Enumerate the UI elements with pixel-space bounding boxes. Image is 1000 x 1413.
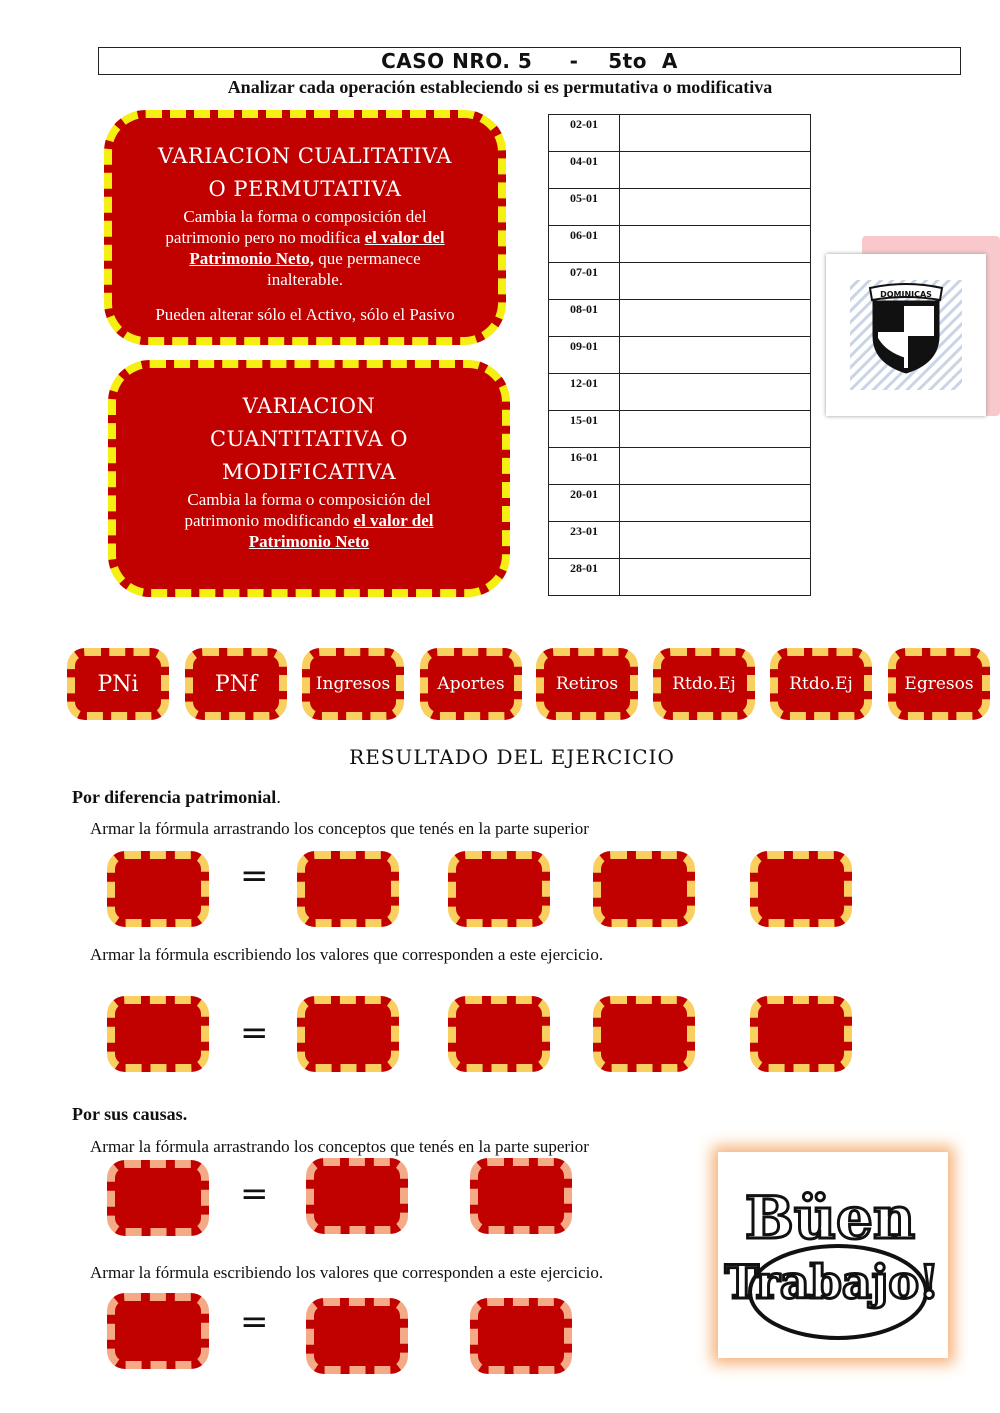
dates-table-row — [549, 485, 811, 522]
card-permutativa-text-a: Cambia la forma o composición del patrimonio pero no modifica — [165, 207, 427, 247]
date-cell: 02-01 — [549, 115, 620, 152]
concept-chip[interactable]: Egresos — [888, 648, 990, 720]
diff-patrimonial-label — [72, 787, 281, 808]
answer-cell[interactable] — [620, 485, 811, 522]
dates-table-row — [549, 226, 811, 263]
answer-cell[interactable] — [620, 115, 811, 152]
concept-chip[interactable]: PNi — [67, 648, 169, 720]
dates-table-row — [549, 263, 811, 300]
concept-chip[interactable]: Rtdo.Ej — [653, 648, 755, 720]
formula-slot[interactable] — [306, 1158, 408, 1234]
shield-icon — [826, 254, 986, 416]
diff-patrimonial-label-text: Por diferencia patrimonial — [72, 787, 277, 807]
card-modificativa-text-b: el valor del Patrimonio Neto — [248, 511, 434, 551]
answer-cell[interactable] — [620, 300, 811, 337]
date-cell: 15-01 — [549, 411, 620, 448]
good-job-badge — [718, 1152, 948, 1358]
equals-sign: = — [240, 1174, 269, 1214]
date-cell: 28-01 — [549, 559, 620, 596]
answer-cell[interactable] — [620, 337, 811, 374]
title-box — [98, 47, 961, 75]
dates-table-row — [549, 448, 811, 485]
date-cell: 09-01 — [549, 337, 620, 374]
formula-slot[interactable] — [470, 1158, 572, 1234]
card-modificativa-text-a: Cambia la forma o composición del patrimonio modificando — [184, 490, 431, 530]
formula-slot[interactable] — [107, 1293, 209, 1369]
concept-chip[interactable]: Retiros — [536, 648, 638, 720]
date-cell: 16-01 — [549, 448, 620, 485]
answer-cell[interactable] — [620, 522, 811, 559]
dates-table-row — [549, 300, 811, 337]
answer-cell[interactable] — [620, 226, 811, 263]
instr-drag-1: Armar la fórmula arrastrando los conceptos que tenés en la parte superior — [90, 819, 589, 838]
date-cell: 05-01 — [549, 189, 620, 226]
card-permutativa-note: Pueden alterar sólo el Activo, sólo el Pasivo — [155, 305, 455, 324]
formula-slot[interactable] — [107, 996, 209, 1072]
good-job-line-1: Büen — [744, 1184, 916, 1252]
card-permutativa-heading-1: VARIACION CUALITATIVA — [158, 144, 452, 168]
formula-slot[interactable] — [448, 851, 550, 927]
dates-table-row — [549, 559, 811, 596]
concept-chip[interactable]: Aportes — [420, 648, 522, 720]
equals-sign: = — [240, 1302, 269, 1342]
page-title: CASO NRO. 5 - 5to A — [381, 49, 678, 73]
school-logo — [826, 254, 986, 416]
equals-sign: = — [240, 1013, 269, 1053]
card-modificativa-heading-2: CUANTITATIVA O — [210, 427, 408, 451]
formula-slot[interactable] — [297, 996, 399, 1072]
dates-table-row — [549, 189, 811, 226]
concept-chip[interactable]: Rtdo.Ej — [770, 648, 872, 720]
card-permutativa-text-c: que permanece inalterable. — [267, 249, 421, 289]
date-cell: 04-01 — [549, 152, 620, 189]
answer-cell[interactable] — [620, 411, 811, 448]
formula-slot[interactable] — [448, 996, 550, 1072]
dates-table-row — [549, 152, 811, 189]
instr-drag-2: Armar la fórmula arrastrando los conceptos que tenés en la parte superior — [90, 1137, 589, 1156]
formula-slot[interactable] — [107, 851, 209, 927]
answer-cell[interactable] — [620, 263, 811, 300]
formula-slot[interactable] — [470, 1298, 572, 1374]
dates-table-row — [549, 522, 811, 559]
equals-sign: = — [240, 856, 269, 896]
causes-label: Por sus causas. — [72, 1104, 188, 1124]
date-cell: 06-01 — [549, 226, 620, 263]
good-job-line-2: Trabajo! — [724, 1255, 940, 1309]
answer-cell[interactable] — [620, 152, 811, 189]
diff-patrimonial-label-end: . — [276, 787, 281, 807]
card-modificativa — [108, 360, 510, 597]
answer-cell[interactable] — [620, 559, 811, 596]
dates-table — [548, 114, 811, 596]
card-permutativa-text-b: el valor del Patrimonio Neto, — [189, 228, 445, 268]
card-modificativa-heading-1: VARIACION — [242, 394, 376, 418]
answer-cell[interactable] — [620, 374, 811, 411]
formula-slot[interactable] — [750, 851, 852, 927]
instr-values-1: Armar la fórmula escribiendo los valores que corresponden a este ejercicio. — [90, 945, 604, 964]
card-permutativa-heading-2: O PERMUTATIVA — [208, 177, 402, 201]
instr-values-2: Armar la fórmula escribiendo los valores que corresponden a este ejercicio. — [90, 1263, 604, 1282]
good-job-illustration — [718, 1152, 948, 1358]
date-cell: 07-01 — [549, 263, 620, 300]
date-cell: 12-01 — [549, 374, 620, 411]
date-cell: 08-01 — [549, 300, 620, 337]
date-cell: 23-01 — [549, 522, 620, 559]
dates-table-row — [549, 411, 811, 448]
answer-cell[interactable] — [620, 189, 811, 226]
logo-text: DOMINICAS — [880, 290, 932, 299]
card-permutativa — [104, 110, 506, 345]
date-cell: 20-01 — [549, 485, 620, 522]
answer-cell[interactable] — [620, 448, 811, 485]
formula-slot[interactable] — [750, 996, 852, 1072]
concept-chip[interactable]: Ingresos — [302, 648, 404, 720]
formula-slot[interactable] — [593, 996, 695, 1072]
card-permutativa-text — [112, 206, 498, 290]
page-subtitle: Analizar cada operación estableciendo si es permutativa o modificativa — [227, 77, 773, 97]
card-modificativa-text — [116, 489, 502, 552]
formula-slot[interactable] — [593, 851, 695, 927]
dates-table-row — [549, 115, 811, 152]
concept-chip[interactable]: PNf — [185, 648, 287, 720]
formula-slot[interactable] — [306, 1298, 408, 1374]
formula-slot[interactable] — [297, 851, 399, 927]
card-modificativa-heading-3: MODIFICATIVA — [221, 460, 396, 484]
dates-table-row — [549, 374, 811, 411]
dates-table-row — [549, 337, 811, 374]
formula-slot[interactable] — [107, 1160, 209, 1236]
result-title: RESULTADO DEL EJERCICIO — [349, 745, 675, 769]
